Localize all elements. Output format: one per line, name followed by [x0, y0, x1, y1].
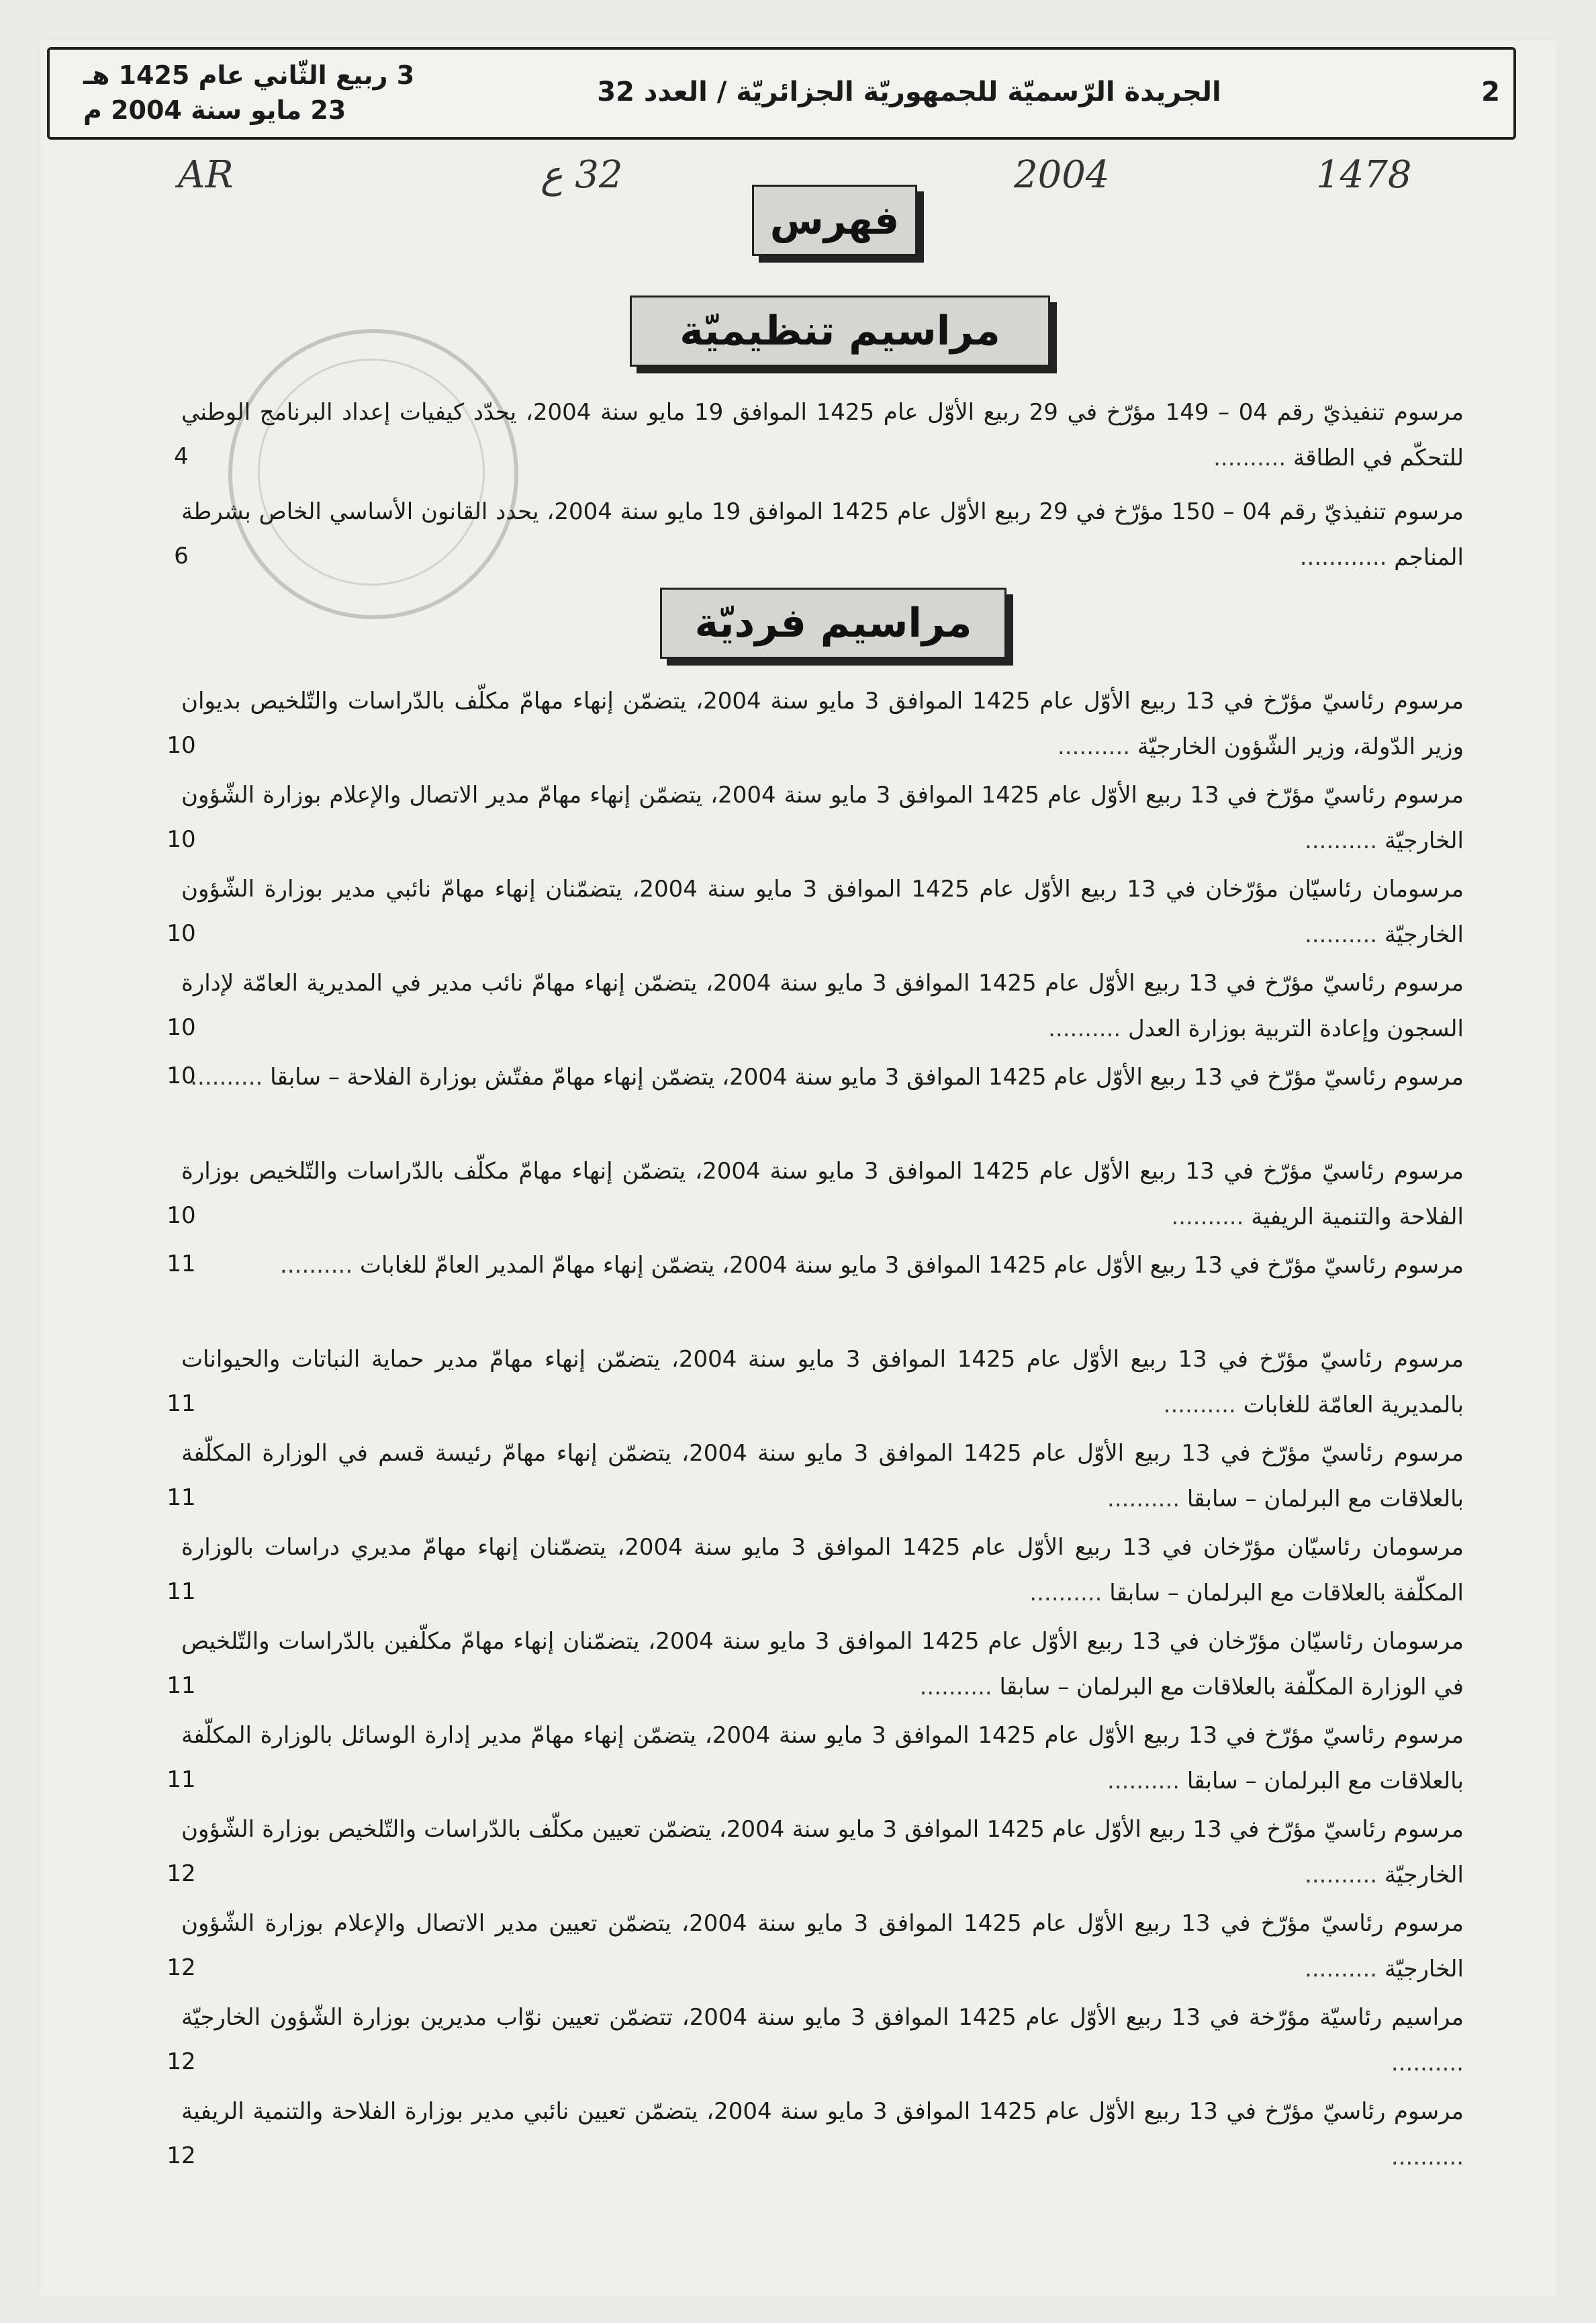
toc-entry: مرسوم رئاسيّ مؤرّخ في 13 ربيع الأوّل عام 1425 الموافق 3 مايو سنة 2004، يتضمّن إنهاء مهامّ مكلّف بالدّراسات والتّلخيص بديوان وزير الدّولة، وزير الشّؤون الخارجيّة .......... 10	[181, 678, 1464, 770]
toc-entry: مرسوم رئاسيّ مؤرّخ في 13 ربيع الأوّل عام 1425 الموافق 3 مايو سنة 2004، يتضمّن إنهاء مهامّ المدير العامّ للغابات .......... 11	[181, 1242, 1464, 1288]
toc-entry: مرسوم رئاسيّ مؤرّخ في 13 ربيع الأوّل عام 1425 الموافق 3 مايو سنة 2004، يتضمّن إنهاء مهامّ رئيسة قسم في الوزارة المكلّفة بالعلاقات مع البرلمان – سابقا .......... 11	[181, 1430, 1464, 1522]
entry-text: مرسوم رئاسيّ مؤرّخ في 13 ربيع الأوّل عام 1425 الموافق 3 مايو سنة 2004، يتضمّن إنهاء مهامّ مدير حماية النباتات والحيوانات بالمديرية العامّة للغابات	[181, 1346, 1464, 1418]
entry-text: مرسوم تنفيذيّ رقم 04 – 149 مؤرّخ في 29 ربيع الأوّل عام 1425 الموافق 19 مايو سنة 2004، يحدّد كيفيات إعداد البرنامج الوطني للتحكّم في الطاقة	[181, 399, 1464, 471]
toc-entry: مرسومان رئاسيّان مؤرّخان في 13 ربيع الأوّل عام 1425 الموافق 3 مايو سنة 2004، يتضمّنان إنهاء مهامّ مديري دراسات بالوزارة المكلّفة بالعلاقات مع البرلمان – سابقا .......... 11	[181, 1524, 1464, 1616]
page-header	[47, 47, 1516, 140]
header-title: الجريدة الرّسميّة للجمهوريّة الجزائريّة / العدد 32	[597, 77, 1221, 107]
toc-entry: مرسوم تنفيذيّ رقم 04 – 149 مؤرّخ في 29 ربيع الأوّل عام 1425 الموافق 19 مايو سنة 2004، يحدّد كيفيات إعداد البرنامج الوطني للتحكّم في الطاقة .......... 4	[181, 390, 1464, 481]
toc-entry: مرسوم تنفيذيّ رقم 04 – 150 مؤرّخ في 29 ربيع الأوّل عام 1425 الموافق 19 مايو سنة 2004، يحدد القانون الأساسي الخاص بشرطة المناجم ............ 6	[181, 489, 1464, 580]
entry-page: 10	[167, 826, 196, 853]
toc-entry: مرسوم رئاسيّ مؤرّخ في 13 ربيع الأوّل عام 1425 الموافق 3 مايو سنة 2004، يتضمّن إنهاء مهامّ مدير حماية النباتات والحيوانات بالمديرية العامّة للغابات .......... 11	[181, 1336, 1464, 1428]
entry-page: 10	[167, 1014, 196, 1041]
entry-page: 10	[167, 1062, 196, 1089]
toc-entry: مرسوم رئاسيّ مؤرّخ في 13 ربيع الأوّل عام 1425 الموافق 3 مايو سنة 2004، يتضمّن إنهاء مهامّ مكلّف بالدّراسات والتّلخيص بوزارة الفلاحة والتنمية الريفية .......... 10	[181, 1148, 1464, 1240]
handwritten-note-left: AR	[178, 153, 234, 197]
entry-text: مرسومان رئاسيّان مؤرّخان في 13 ربيع الأوّل عام 1425 الموافق 3 مايو سنة 2004، يتضمّنان إنهاء مهامّ مديري دراسات بالوزارة المكلّفة بالعلاقات مع البرلمان – سابقا	[181, 1534, 1464, 1606]
entry-page: 11	[167, 1484, 196, 1511]
entry-text: مرسوم رئاسيّ مؤرّخ في 13 ربيع الأوّل عام 1425 الموافق 3 مايو سنة 2004، يتضمّن تعيين مدير الاتصال والإعلام بوزارة الشّؤون الخارجيّة	[181, 1910, 1464, 1983]
entry-text: مرسوم رئاسيّ مؤرّخ في 13 ربيع الأوّل عام 1425 الموافق 3 مايو سنة 2004، يتضمّن إنهاء مهامّ مكلّف بالدّراسات والتّلخيص بوزارة الفلاحة والتنمية الريفية	[181, 1158, 1464, 1230]
handwritten-code: 1478	[1316, 153, 1412, 197]
section-heading-individual-decrees: مراسيم فرديّة	[660, 588, 1006, 659]
header-date-gregorian: 23 مايو سنة 2004 م	[83, 95, 346, 125]
toc-entry: مراسيم رئاسيّة مؤرّخة في 13 ربيع الأوّل عام 1425 الموافق 3 مايو سنة 2004، تتضمّن تعيين نوّاب مديرين بوزارة الشّؤون الخارجيّة .......... 12	[181, 1995, 1464, 2086]
entry-text: مرسوم رئاسيّ مؤرّخ في 13 ربيع الأوّل عام 1425 الموافق 3 مايو سنة 2004، يتضمّن تعيين مكلّف بالدّراسات والتّلخيص بوزارة الشّؤون الخارجيّة	[181, 1816, 1464, 1888]
entry-page: 12	[167, 1954, 196, 1981]
header-page-number: 2	[1481, 77, 1500, 107]
toc-entry: مرسوم رئاسيّ مؤرّخ في 13 ربيع الأوّل عام 1425 الموافق 3 مايو سنة 2004، يتضمّن إنهاء مهامّ نائب مدير في المديرية العامّة لإدارة السجون وإعادة التربية بوزارة العدل .......... 10	[181, 960, 1464, 1052]
entry-text: مراسيم رئاسيّة مؤرّخة في 13 ربيع الأوّل عام 1425 الموافق 3 مايو سنة 2004، تتضمّن تعيين نوّاب مديرين بوزارة الشّؤون الخارجيّة	[181, 2004, 1464, 2031]
entry-text: مرسوم رئاسيّ مؤرّخ في 13 ربيع الأوّل عام 1425 الموافق 3 مايو سنة 2004، يتضمّن إنهاء مهامّ المدير العامّ للغابات	[359, 1252, 1464, 1279]
entry-text: مرسوم رئاسيّ مؤرّخ في 13 ربيع الأوّل عام 1425 الموافق 3 مايو سنة 2004، يتضمّن إنهاء مهامّ مدير إدارة الوسائل بالوزارة المكلّفة بالعلاقات مع البرلمان – سابقا	[181, 1722, 1464, 1794]
handwritten-issue: 32 ع	[541, 153, 623, 197]
section-heading-regulatory-decrees: مراسيم تنظيميّة	[630, 295, 1050, 367]
entry-page: 12	[167, 1860, 196, 1887]
toc-entry: مرسومان رئاسيّان مؤرّخان في 13 ربيع الأوّل عام 1425 الموافق 3 مايو سنة 2004، يتضمّنان إنهاء مهامّ نائبي مدير بوزارة الشّؤون الخارجيّة .......... 10	[181, 866, 1464, 958]
entry-page: 10	[167, 732, 196, 759]
handwritten-year: 2004	[1014, 153, 1110, 197]
entry-text: مرسوم رئاسيّ مؤرّخ في 13 ربيع الأوّل عام 1425 الموافق 3 مايو سنة 2004، يتضمّن إنهاء مهامّ نائب مدير في المديرية العامّة لإدارة السجون وإعادة التربية بوزارة العدل	[181, 970, 1464, 1042]
entry-page: 10	[167, 920, 196, 947]
entry-page: 6	[174, 543, 189, 570]
entry-page: 11	[167, 1390, 196, 1417]
entry-text: مرسوم رئاسيّ مؤرّخ في 13 ربيع الأوّل عام 1425 الموافق 3 مايو سنة 2004، يتضمّن إنهاء مهامّ مفتّش بوزارة الفلاحة – سابقا	[270, 1064, 1464, 1091]
entry-page: 11	[167, 1766, 196, 1793]
entry-text: مرسوم رئاسيّ مؤرّخ في 13 ربيع الأوّل عام 1425 الموافق 3 مايو سنة 2004، يتضمّن إنهاء مهامّ مكلّف بالدّراسات والتّلخيص بديوان وزير الدّولة، وزير الشّؤون الخارجيّة	[181, 688, 1464, 760]
header-date	[83, 58, 414, 128]
section-heading-index: فهرس	[752, 185, 917, 256]
toc-entry: مرسوم رئاسيّ مؤرّخ في 13 ربيع الأوّل عام 1425 الموافق 3 مايو سنة 2004، يتضمّن تعيين نائبي مدير بوزارة الفلاحة والتنمية الريفية .......... 12	[181, 2089, 1464, 2180]
entry-text: مرسوم تنفيذيّ رقم 04 – 150 مؤرّخ في 29 ربيع الأوّل عام 1425 الموافق 19 مايو سنة 2004، يحدد القانون الأساسي الخاص بشرطة المناجم	[181, 498, 1464, 571]
entry-page: 11	[167, 1250, 196, 1277]
entry-page: 10	[167, 1202, 196, 1229]
entry-page: 11	[167, 1672, 196, 1699]
toc-entry: مرسوم رئاسيّ مؤرّخ في 13 ربيع الأوّل عام 1425 الموافق 3 مايو سنة 2004، يتضمّن تعيين مكلّف بالدّراسات والتّلخيص بوزارة الشّؤون الخارجيّة .......... 12	[181, 1807, 1464, 1898]
toc-entry: مرسوم رئاسيّ مؤرّخ في 13 ربيع الأوّل عام 1425 الموافق 3 مايو سنة 2004، يتضمّن إنهاء مهامّ مدير الاتصال والإعلام بوزارة الشّؤون الخارجيّة .......... 10	[181, 772, 1464, 864]
entry-text: مرسوم رئاسيّ مؤرّخ في 13 ربيع الأوّل عام 1425 الموافق 3 مايو سنة 2004، يتضمّن تعيين نائبي مدير بوزارة الفلاحة والتنمية الريفية	[181, 2098, 1464, 2125]
entry-page: 12	[167, 2142, 196, 2169]
entry-text: مرسومان رئاسيّان مؤرّخان في 13 ربيع الأوّل عام 1425 الموافق 3 مايو سنة 2004، يتضمّنان إنهاء مهامّ مكلّفين بالدّراسات والتّلخيص في الوزارة المكلّفة بالعلاقات مع البرلمان – سابقا	[181, 1628, 1464, 1700]
toc-entry: مرسومان رئاسيّان مؤرّخان في 13 ربيع الأوّل عام 1425 الموافق 3 مايو سنة 2004، يتضمّنان إنهاء مهامّ مكلّفين بالدّراسات والتّلخيص في الوزارة المكلّفة بالعلاقات مع البرلمان – سابقا .......... 11	[181, 1619, 1464, 1710]
entry-page: 12	[167, 2048, 196, 2075]
toc-entry: مرسوم رئاسيّ مؤرّخ في 13 ربيع الأوّل عام 1425 الموافق 3 مايو سنة 2004، يتضمّن إنهاء مهامّ مدير إدارة الوسائل بالوزارة المكلّفة بالعلاقات مع البرلمان – سابقا .......... 11	[181, 1713, 1464, 1804]
entry-text: مرسوم رئاسيّ مؤرّخ في 13 ربيع الأوّل عام 1425 الموافق 3 مايو سنة 2004، يتضمّن إنهاء مهامّ مدير الاتصال والإعلام بوزارة الشّؤون الخارجيّة	[181, 782, 1464, 854]
header-date-hijri: 3 ربيع الثّاني عام 1425 هـ	[83, 60, 415, 90]
entry-text: مرسوم رئاسيّ مؤرّخ في 13 ربيع الأوّل عام 1425 الموافق 3 مايو سنة 2004، يتضمّن إنهاء مهامّ رئيسة قسم في الوزارة المكلّفة بالعلاقات مع البرلمان – سابقا	[181, 1440, 1464, 1512]
entry-text: مرسومان رئاسيّان مؤرّخان في 13 ربيع الأوّل عام 1425 الموافق 3 مايو سنة 2004، يتضمّنان إنهاء مهامّ نائبي مدير بوزارة الشّؤون الخارجيّة	[181, 876, 1464, 948]
toc-entry: مرسوم رئاسيّ مؤرّخ في 13 ربيع الأوّل عام 1425 الموافق 3 مايو سنة 2004، يتضمّن إنهاء مهامّ مفتّش بوزارة الفلاحة – سابقا .......... 10	[181, 1054, 1464, 1100]
entry-page: 11	[167, 1578, 196, 1605]
toc-entry: مرسوم رئاسيّ مؤرّخ في 13 ربيع الأوّل عام 1425 الموافق 3 مايو سنة 2004، يتضمّن تعيين مدير الاتصال والإعلام بوزارة الشّؤون الخارجيّة .......... 12	[181, 1901, 1464, 1992]
entry-page: 4	[174, 443, 189, 470]
